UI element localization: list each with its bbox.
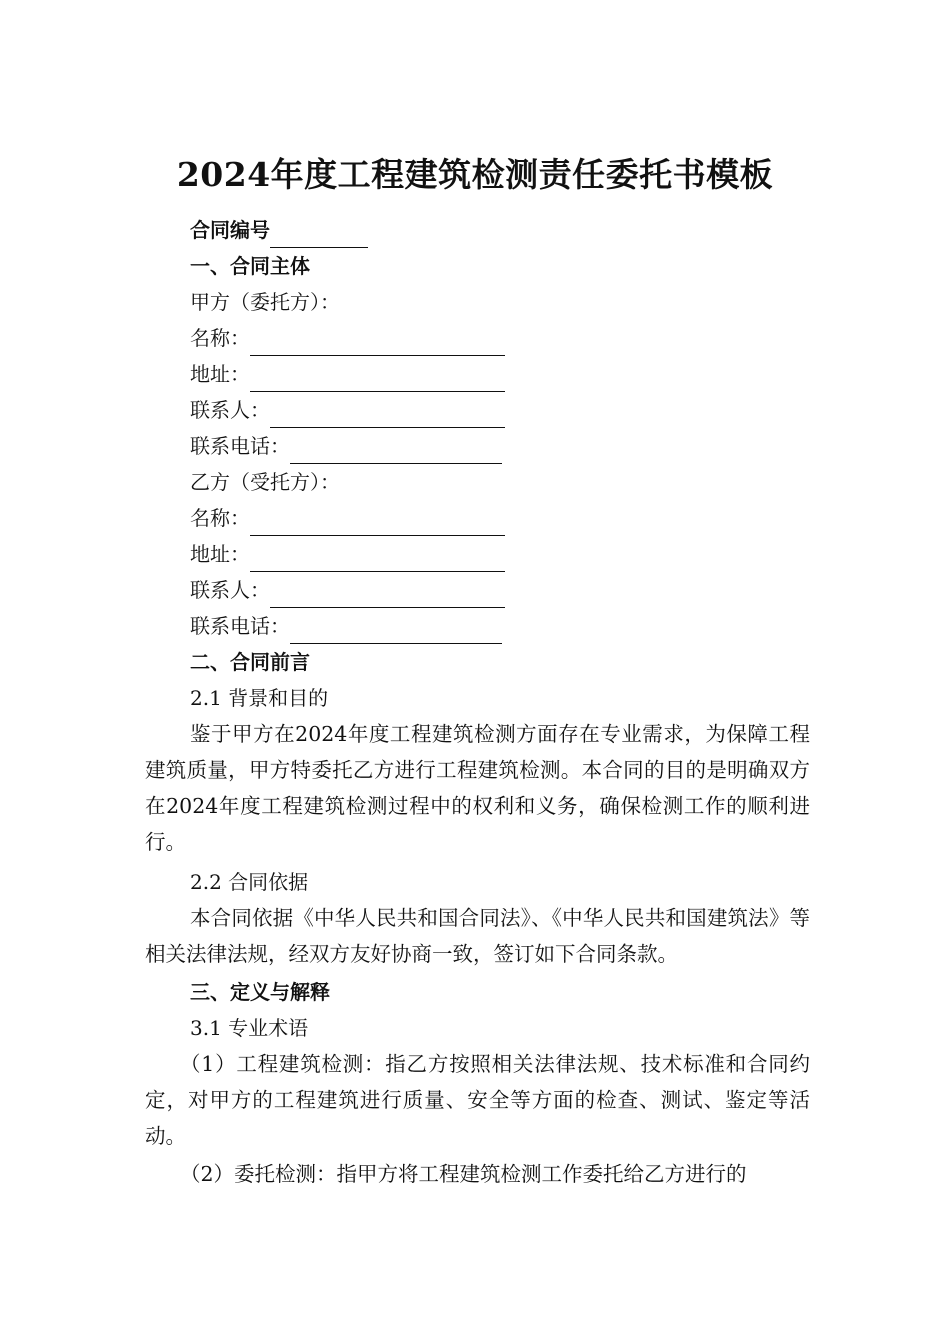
definition-1: （1）工程建筑检测：指乙方按照相关法律法规、技术标准和合同约定，对甲方的工程建筑进行质量、安全等方面的检查、测试、鉴定等活动。 — [145, 1052, 810, 1148]
party-b-phone-blank[interactable] — [290, 619, 502, 644]
party-b-phone-row — [190, 608, 502, 644]
party-a-heading: 甲方（委托方）： — [190, 290, 340, 314]
party-b-address-row — [190, 536, 505, 572]
field-label: 联系电话： — [190, 614, 290, 638]
party-b-heading: 乙方（受托方）： — [190, 470, 340, 494]
field-label: 地址： — [190, 362, 250, 386]
section-2-heading: 二、合同前言 — [190, 650, 310, 674]
contract-number-row — [190, 212, 368, 248]
party-a-name-blank[interactable] — [250, 331, 505, 356]
field-label: 名称： — [190, 506, 250, 530]
party-a-name-row — [190, 320, 505, 356]
party-a-contact-blank[interactable] — [270, 403, 505, 428]
paragraph-background: 鉴于甲方在2024年度工程建筑检测方面存在专业需求，为保障工程建筑质量，甲方特委托乙方进行工程建筑检测。本合同的目的是明确双方在2024年度工程建筑检测过程中的权利和义务，确保检测工作的顺利进行。 — [145, 722, 810, 854]
paragraph-basis: 本合同依据《中华人民共和国合同法》、《中华人民共和国建筑法》等相关法律法规，经双方友好协商一致，签订如下合同条款。 — [145, 906, 810, 966]
contract-number-label: 合同编号 — [190, 218, 270, 242]
section-1-heading: 一、合同主体 — [190, 254, 310, 278]
definition-2: （2）委托检测：指甲方将工程建筑检测工作委托给乙方进行的 — [180, 1162, 747, 1186]
party-a-address-row — [190, 356, 505, 392]
party-a-contact-row — [190, 392, 505, 428]
field-label: 名称： — [190, 326, 250, 350]
party-a-address-blank[interactable] — [250, 367, 505, 392]
party-b-address-blank[interactable] — [250, 547, 505, 572]
party-b-contact-row — [190, 572, 505, 608]
subsection-2-2: 2.2 合同依据 — [190, 870, 309, 894]
document-title: 2024年度工程建筑检测责任委托书模板 — [176, 155, 774, 194]
party-a-phone-row — [190, 428, 502, 464]
field-label: 联系人： — [190, 578, 270, 602]
field-label: 联系人： — [190, 398, 270, 422]
subsection-3-1: 3.1 专业术语 — [190, 1016, 309, 1040]
party-b-name-blank[interactable] — [250, 511, 505, 536]
party-b-name-row — [190, 500, 505, 536]
party-a-phone-blank[interactable] — [290, 439, 502, 464]
field-label: 地址： — [190, 542, 250, 566]
field-label: 联系电话： — [190, 434, 290, 458]
contract-number-blank[interactable] — [270, 223, 368, 248]
party-b-contact-blank[interactable] — [270, 583, 505, 608]
subsection-2-1: 2.1 背景和目的 — [190, 686, 329, 710]
section-3-heading: 三、定义与解释 — [190, 980, 330, 1004]
